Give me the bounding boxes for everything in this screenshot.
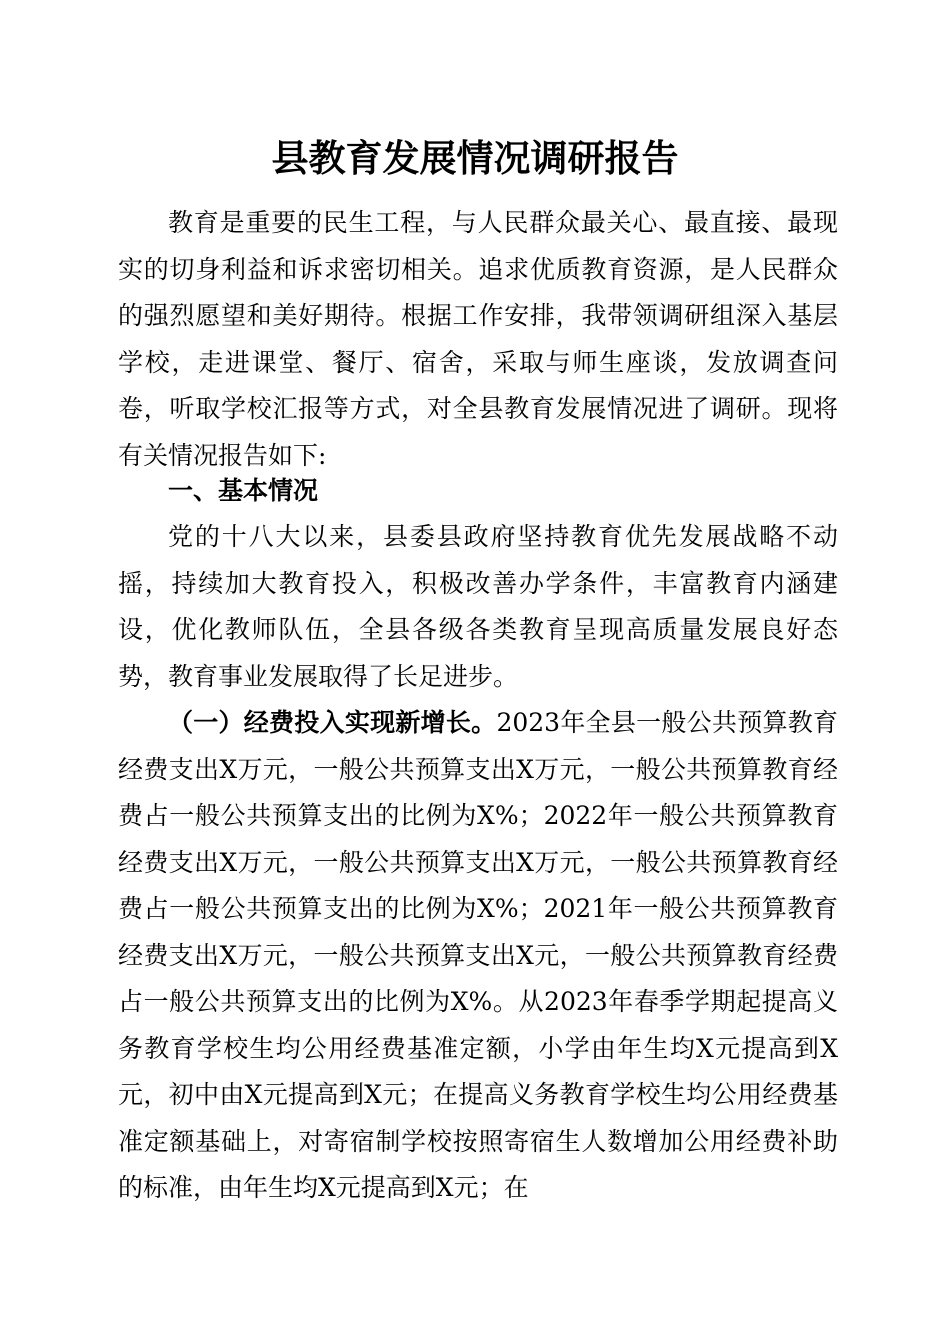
subsection1-paragraph	[118, 700, 838, 1212]
subsection1-text: 2023年全县一般公共预算教育经费支出X万元，一般公共预算支出X万元，一般公共预算教育经费占一般公共预算支出的比例为X%；2022年一般公共预算教育经费支出X万元，一般公共预算支出X万元，一般公共预算教育经费占一般公共预算支出的比例为X%；2021年一般公共预算教育经费支出X万元，一般公共预算支出X元，一般公共预算教育经费占一般公共预算支出的比例为X%。从2023年春季学期起提高义务教育学校生均公用经费基准定额，小学由年生均X元提高到X元，初中由X元提高到X元；在提高义务教育学校生均公用经费基准定额基础上，对寄宿制学校按照寄宿生人数增加公用经费补助的标准，由年生均X元提高到X元；在	[118, 708, 838, 1202]
section1-paragraph: 党的十八大以来，县委县政府坚持教育优先发展战略不动摇，持续加大教育投入，积极改善办学条件，丰富教育内涵建设，优化教师队伍，全县各级各类教育呈现高质量发展良好态势，教育事业发展取得了长足进步。	[118, 522, 838, 691]
subsection1-title: （一）经费投入实现新增长。	[168, 708, 497, 737]
intro-paragraph: 教育是重要的民生工程，与人民群众最关心、最直接、最现实的切身利益和诉求密切相关。追求优质教育资源，是人民群众的强烈愿望和美好期待。根据工作安排，我带领调研组深入基层学校，走进课堂、餐厅、宿舍，采取与师生座谈，发放调查问卷，听取学校汇报等方式，对全县教育发展情况进了调研。现将有关情况报告如下:	[118, 208, 838, 470]
document-title: 县教育发展情况调研报告	[271, 136, 679, 180]
section-heading-basic-situation: 一、基本情况	[168, 476, 319, 505]
